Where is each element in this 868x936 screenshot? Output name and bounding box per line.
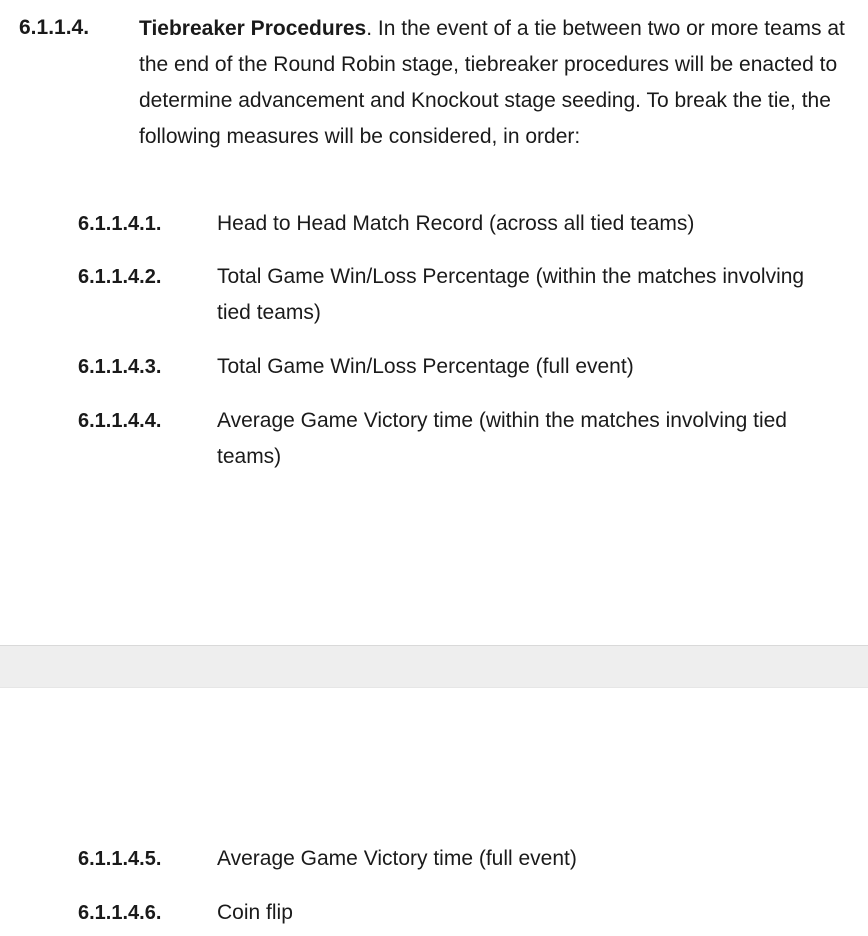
item-text: Head to Head Match Record (across all tied teams)	[217, 212, 695, 235]
item-number: 6.1.1.4.5.	[78, 848, 162, 870]
item-text: Total Game Win/Loss Percentage (full event)	[217, 355, 634, 378]
tiebreaker-item	[78, 259, 858, 331]
section-body: . In the event of a tie between two or more teams at the end of the Round Robin stage, tiebreaker procedures will be enacted to determine advancement and Knockout stage seeding. To break the tie, the following measures will be considered, in order:	[139, 17, 845, 148]
item-number: 6.1.1.4.3.	[78, 356, 162, 378]
item-number: 6.1.1.4.1.	[78, 213, 162, 235]
item-text: Total Game Win/Loss Percentage (within the matches involving tied teams)	[217, 265, 805, 324]
item-text: Average Game Victory time (full event)	[217, 847, 577, 870]
tiebreaker-item	[78, 206, 858, 242]
item-number: 6.1.1.4.6.	[78, 902, 162, 924]
section-heading: Tiebreaker Procedures	[139, 17, 367, 40]
item-text: Coin flip	[217, 901, 293, 924]
section-number: 6.1.1.4.	[19, 16, 90, 39]
item-text: Average Game Victory time (within the matches involving tied teams)	[217, 409, 787, 468]
tiebreaker-item	[78, 403, 858, 475]
section-paragraph	[139, 11, 854, 155]
document-page-bottom	[0, 688, 868, 936]
item-number: 6.1.1.4.4.	[78, 410, 162, 432]
tiebreaker-item	[78, 349, 858, 385]
item-number: 6.1.1.4.2.	[78, 266, 162, 288]
tiebreaker-item	[78, 895, 858, 931]
tiebreaker-item	[78, 841, 858, 877]
page-separator	[0, 645, 868, 688]
